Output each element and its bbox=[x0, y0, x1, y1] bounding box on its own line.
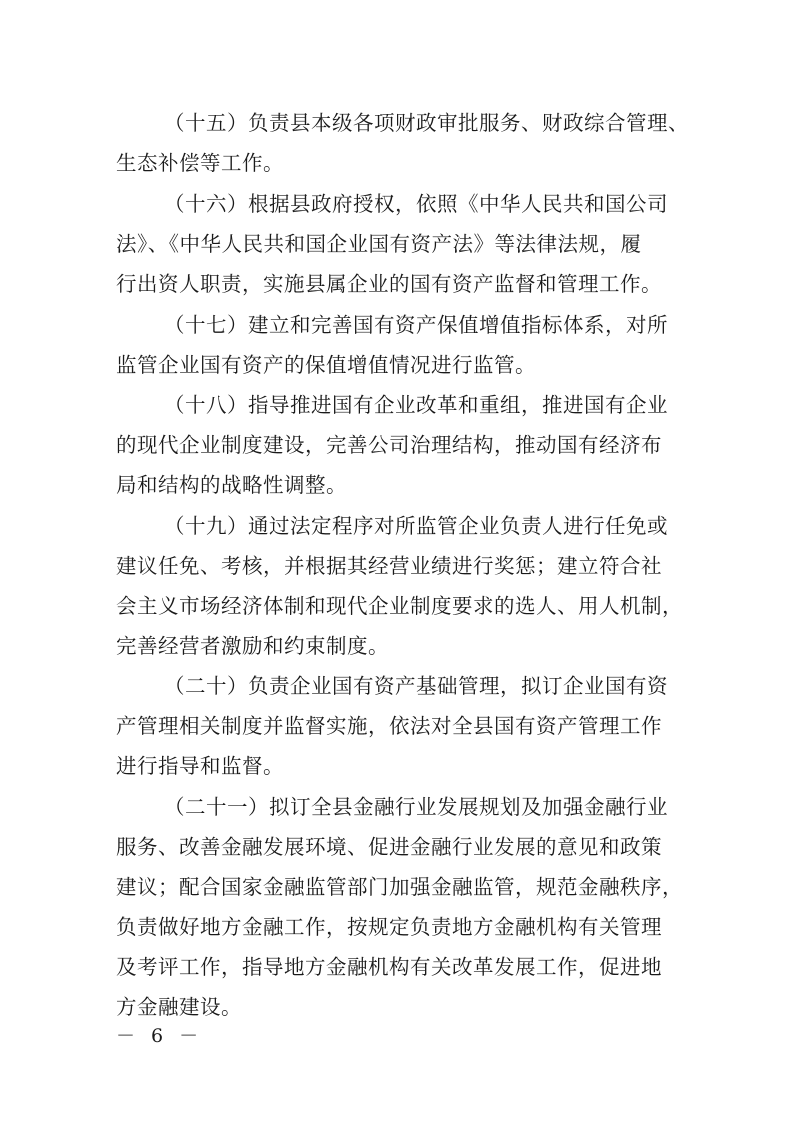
paragraph-15-line-1: （十五）负责县本级各项财政审批服务、财政综合管理、 bbox=[164, 111, 689, 135]
paragraph-17-line-2: 监管企业国有资产的保值增值情况进行监管。 bbox=[116, 353, 536, 377]
paragraph-20-line-2: 产管理相关制度并监督实施，依法对全县国有资产管理工作 bbox=[116, 714, 662, 738]
paragraph-16-line-3: 行出资人职责，实施县属企业的国有资产监督和管理工作。 bbox=[116, 272, 662, 296]
paragraph-21-line-3: 建议；配合国家金融监管部门加强金融监管，规范金融秩序， bbox=[116, 875, 683, 899]
paragraph-21-line-5: 及考评工作，指导地方金融机构有关改革发展工作，促进地 bbox=[116, 955, 662, 979]
paragraph-16-line-1: （十六）根据县政府授权，依照《中华人民共和国公司 bbox=[164, 192, 668, 216]
paragraph-21-line-6: 方金融建设。 bbox=[116, 995, 242, 1019]
paragraph-18-line-2: 的现代企业制度建设，完善公司治理结构，推动国有经济布 bbox=[116, 433, 662, 457]
paragraph-21-line-4: 负责做好地方金融工作，按规定负责地方金融机构有关管理 bbox=[116, 915, 662, 939]
paragraph-20-line-3: 进行指导和监督。 bbox=[116, 754, 284, 778]
paragraph-19-line-2: 建议任免、考核，并根据其经营业绩进行奖惩；建立符合社 bbox=[116, 554, 662, 578]
paragraph-21-line-1: （二十一）拟订全县金融行业发展规划及加强金融行业 bbox=[164, 795, 668, 819]
paragraph-19-line-3: 会主义市场经济体制和现代企业制度要求的选人、用人机制， bbox=[116, 594, 683, 618]
paragraph-15-line-2: 生态补偿等工作。 bbox=[116, 151, 284, 175]
paragraph-18-line-1: （十八）指导推进国有企业改革和重组，推进国有企业 bbox=[164, 393, 668, 417]
paragraph-20-line-1: （二十）负责企业国有资产基础管理，拟订企业国有资 bbox=[164, 674, 668, 698]
page-number: － 6 － bbox=[116, 1025, 204, 1047]
paragraph-19-line-4: 完善经营者激励和约束制度。 bbox=[116, 634, 389, 658]
paragraph-18-line-3: 局和结构的战略性调整。 bbox=[116, 473, 347, 497]
paragraph-16-line-2: 法》、《中华人民共和国企业国有资产法》等法律法规，履 bbox=[116, 232, 642, 256]
paragraph-17-line-1: （十七）建立和完善国有资产保值增值指标体系，对所 bbox=[164, 313, 668, 337]
paragraph-19-line-1: （十九）通过法定程序对所监管企业负责人进行任免或 bbox=[164, 514, 668, 538]
paragraph-21-line-2: 服务、改善金融发展环境、促进金融行业发展的意见和政策 bbox=[116, 835, 662, 859]
